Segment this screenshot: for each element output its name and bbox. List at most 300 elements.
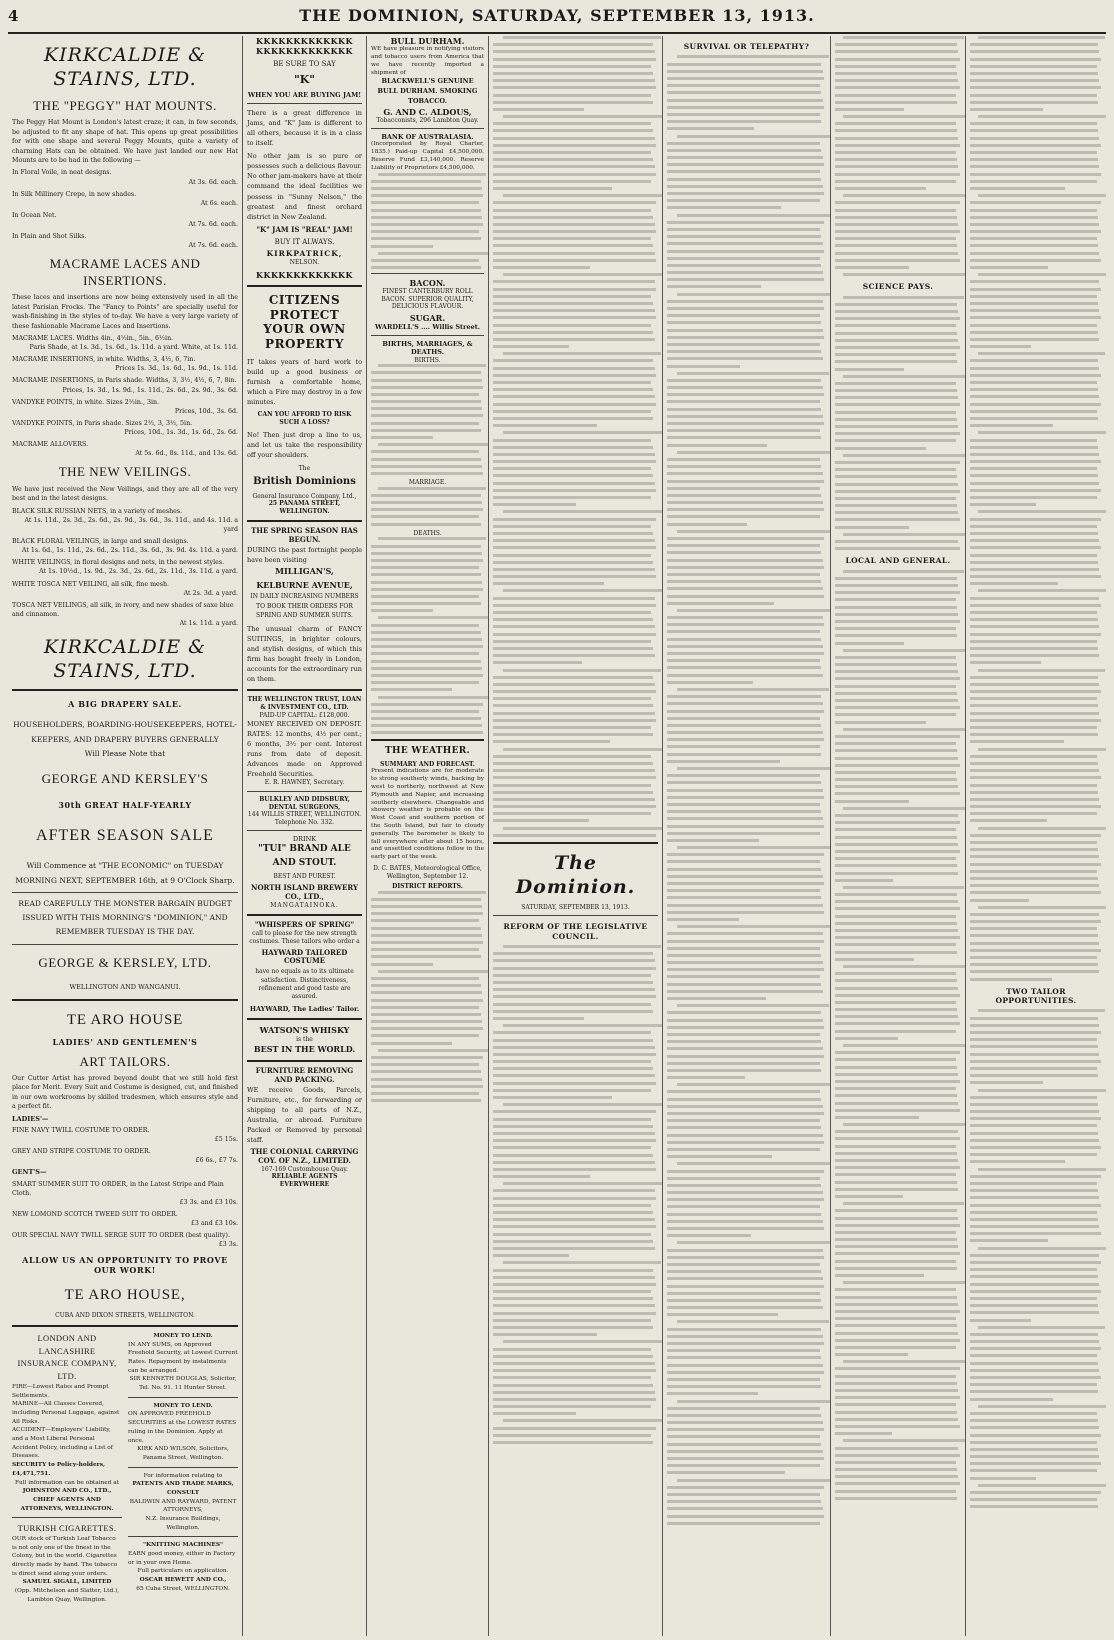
text-line [493, 762, 653, 765]
text-line [835, 72, 957, 75]
text-line [667, 1141, 824, 1144]
text-line [970, 899, 1029, 902]
survival-title: SURVIVAL OR TELEPATHY? [683, 42, 810, 51]
text-line [677, 135, 831, 138]
text-line [835, 230, 960, 233]
article-text [835, 296, 961, 551]
text-line [667, 825, 824, 828]
text-line [493, 1391, 655, 1394]
text-line [970, 1362, 1098, 1365]
text-line [970, 58, 1101, 61]
text-line [835, 266, 909, 269]
veiling-item-label: BLACK FLORAL VEILINGS, in large and small designs. [12, 538, 189, 546]
text-line [970, 1175, 1101, 1178]
knitting-address: 65 Cuba Street, WELLINGTON. [136, 1585, 230, 1592]
text-line [835, 43, 957, 46]
text-line [970, 474, 1098, 477]
text-line [493, 108, 584, 111]
text-line [493, 187, 612, 190]
text-line [835, 1403, 956, 1406]
text-line [835, 504, 957, 507]
macrame-item-price: Paris Shade, at 1s. 3d., 1s. 6d., 1s. 11d. a yard. White, at 1s. 11d. [29, 344, 238, 352]
text-line [667, 1198, 824, 1201]
text-line [371, 681, 479, 684]
text-line [835, 108, 904, 111]
text-line [667, 1112, 824, 1115]
text-line [970, 489, 1101, 492]
knitting-firm: OSCAR HEWETT AND CO., [139, 1577, 227, 1584]
text-line [835, 634, 957, 637]
text-line [371, 201, 479, 204]
text-line [978, 273, 1106, 276]
text-line [970, 266, 1048, 269]
kirkcaldie-brand: KIRKCALDIE & STAINS, LTD. [43, 44, 207, 90]
text-line [978, 589, 1106, 592]
text-line [667, 1105, 823, 1108]
text-line [667, 551, 821, 554]
text-line [667, 494, 821, 497]
text-line [378, 252, 489, 255]
text-line [667, 1191, 823, 1194]
text-line [371, 717, 481, 720]
text-line [970, 719, 1101, 722]
text-line [493, 216, 653, 219]
text-line [503, 1103, 663, 1106]
text-line [970, 956, 1097, 959]
peggy-item-label: In Floral Voile, in neat designs. [12, 169, 112, 177]
text-line [371, 948, 479, 951]
insurance-line: SECURITY to Policy-holders, £4,471,751. [12, 1462, 105, 1477]
text-line [970, 913, 1099, 916]
text-line [970, 453, 1099, 456]
citizens-question: CAN YOU AFFORD TO RISK SUCH A LOSS? [257, 411, 352, 426]
gents-item-label: SMART SUMMER SUIT TO ORDER, in the Latest Stripe and Plain Cloth. [12, 1180, 224, 1197]
text-line [503, 945, 661, 948]
text-line [371, 223, 483, 226]
veiling-item-label: TOSCA NET VEILINGS, all silk, in ivory, and new shades of saxe blue and cinnamon. [12, 601, 234, 618]
knitting-body: EARN good money, either in Factory or in your own Home. [128, 1551, 236, 1566]
text-line [493, 1060, 651, 1063]
text-line [970, 367, 1099, 370]
text-line [835, 173, 960, 176]
text-line [667, 386, 823, 389]
text-line [970, 1469, 1097, 1472]
text-line [677, 767, 831, 770]
text-line [493, 525, 651, 528]
gents-item [12, 1210, 238, 1228]
furniture-tag: RELIABLE AGENTS EVERYWHERE [271, 1173, 338, 1188]
text-line [970, 776, 1101, 779]
weather-reports-text [371, 891, 484, 1102]
gk-commence: Will Commence at "THE ECONOMIC" on TUESDAY MORNING NEXT, SEPTEMBER 16th, at 9 O'Clock Sharp. [15, 861, 235, 885]
text-line [970, 1117, 1101, 1120]
text-line [835, 958, 914, 961]
text-line [970, 1196, 1099, 1199]
text-line [371, 379, 482, 382]
text-line [835, 613, 958, 616]
text-line [667, 947, 820, 950]
text-line [503, 115, 663, 118]
text-line [667, 1443, 821, 1446]
text-line [667, 1421, 823, 1424]
text-line [835, 670, 958, 673]
text-line [835, 893, 957, 896]
text-line [667, 1205, 820, 1208]
k-jam-body-1: There is a great difference in Jams, and "K" Jam is different to all others, because it is in a class to itself. [247, 109, 362, 148]
text-line [835, 137, 958, 140]
text-line [503, 589, 663, 592]
money-addr-2: Panama Street, Wellington. [142, 1454, 224, 1461]
text-line [970, 1398, 1053, 1401]
notice-text [371, 173, 484, 269]
text-line [970, 1204, 1101, 1207]
text-line [667, 206, 781, 209]
text-line [371, 660, 481, 663]
text-line [970, 683, 1099, 686]
text-line [667, 745, 820, 748]
text-line [493, 1089, 651, 1092]
bulkley-tel: Telephone No. 332. [274, 818, 335, 826]
text-line [835, 987, 958, 990]
text-line [378, 443, 489, 446]
text-line [970, 439, 1097, 442]
text-line [667, 99, 823, 102]
text-line [835, 1252, 960, 1255]
text-line [835, 900, 958, 903]
text-line [371, 991, 482, 994]
text-line [970, 503, 1036, 506]
text-line [667, 228, 820, 231]
text-line [371, 1078, 482, 1081]
text-line [835, 1288, 956, 1291]
text-line [970, 891, 1101, 894]
text-line [667, 1342, 824, 1345]
text-line [667, 573, 820, 576]
gk-firm: GEORGE AND KERSLEY'S [41, 771, 209, 786]
text-line [667, 595, 824, 598]
text-line [835, 439, 956, 442]
text-line [378, 616, 489, 619]
spring-lines: IN DAILY INCREASING NUMBERS TO BOOK THEIR ORDERS FOR SPRING AND SUMMER SUITS. [250, 593, 359, 620]
text-line [843, 886, 964, 889]
text-line [970, 388, 1098, 391]
text-line [493, 1290, 651, 1293]
text-line [371, 724, 482, 727]
text-line [835, 209, 956, 212]
ladies-item-price: £5 15s. [214, 1135, 238, 1143]
text-line [970, 1268, 1097, 1271]
text-line [667, 1292, 820, 1295]
text-line [835, 1296, 957, 1299]
text-line [493, 819, 589, 822]
text-line [667, 77, 824, 80]
insurance-ad [12, 1332, 122, 1605]
text-line [667, 702, 823, 705]
text-line [667, 997, 766, 1000]
text-line [667, 544, 820, 547]
veiling-item-label: WHITE TOSCA NET VEILING, all silk, fine mesh. [12, 580, 170, 588]
text-line [493, 959, 655, 962]
text-line [378, 970, 489, 973]
wardell: WARDELL'S .... Willis Street. [375, 323, 480, 332]
text-line [493, 1175, 590, 1178]
text-line [835, 1195, 903, 1198]
weather-title: THE WEATHER. [385, 746, 470, 757]
text-line [970, 949, 1101, 952]
text-line [667, 329, 823, 332]
text-line [667, 630, 820, 633]
text-line [667, 242, 823, 245]
text-line [503, 1340, 663, 1343]
text-line [970, 546, 1101, 549]
macrame-item-price: Prices, 1s. 3d., 1s. 9d., 1s. 11d., 2s. 6d., 2s. 9d., 3s. 6d. [62, 386, 238, 394]
text-line [493, 546, 656, 549]
text-line [667, 480, 824, 483]
text-line [493, 244, 653, 247]
text-line [835, 1015, 958, 1018]
text-line [978, 36, 1105, 39]
text-line [493, 79, 655, 82]
text-line [970, 338, 1099, 341]
text-line [835, 317, 960, 320]
text-line [835, 1332, 958, 1335]
text-line [835, 346, 960, 349]
text-line [970, 244, 1098, 247]
text-line [835, 425, 958, 428]
text-line [493, 974, 651, 977]
text-line [843, 1123, 965, 1126]
george-kersley-ad [12, 697, 238, 993]
text-line [493, 604, 656, 607]
text-line [493, 1254, 569, 1257]
text-line [493, 288, 656, 291]
insurance-line: FIRE—Lowest Rates and Prompt Settlements. [12, 1383, 109, 1399]
text-line [835, 411, 956, 414]
hayward-whispers: "WHISPERS OF SPRING" [254, 920, 355, 930]
text-line [970, 316, 1101, 319]
text-line [978, 194, 1106, 197]
text-line [835, 872, 958, 875]
text-line [667, 178, 821, 181]
peggy-body: The Peggy Hat Mount is London's latest craze; it can, in few seconds, be adjusted to fit any shape of hat. This opens up great possibilities for with one shape and several Peggy Mounts, quite a variety of charming Hats can be obtained. We have just landed our new Hat Mounts are to be had in the following — [12, 119, 238, 164]
text-line [978, 1247, 1106, 1250]
text-line [667, 350, 821, 353]
text-line [835, 1245, 958, 1248]
text-line [843, 533, 965, 536]
text-line [970, 496, 1097, 499]
text-line [970, 1038, 1097, 1041]
article-text [970, 1009, 1102, 1508]
text-line [835, 922, 957, 925]
text-line [371, 905, 482, 908]
science-title: SCIENCE PAYS. [862, 282, 934, 292]
text-line [503, 273, 663, 276]
spring-firm: MILLIGAN'S, [275, 566, 334, 577]
text-line [371, 674, 483, 677]
gents-label: GENT'S— [12, 1168, 47, 1177]
macrame-item-label: MACRAME LACES. Widths 4in., 4½in., 5in., 6½in. [12, 334, 174, 342]
insurance-line: ACCIDENT—Employers' Liability, and a Most Liberal Personal Accident Policy, including a List of Diseases. [12, 1427, 113, 1460]
bull-body: WE have pleasure in notifying visitors and tobacco users from America that we have recently imported a shipment of [371, 46, 484, 76]
peggy-item-label: In Ocean Net. [12, 211, 57, 219]
text-line [835, 857, 956, 860]
text-line [667, 810, 821, 813]
te-aro-allow: ALLOW US AN OPPORTUNITY TO PROVE OUR WORK! [22, 1255, 228, 1276]
text-line [970, 173, 1101, 176]
k-row: KKKKKKKKKKKKK [256, 36, 353, 46]
text-line [970, 230, 1101, 233]
text-line [970, 1448, 1098, 1451]
patents-intro: For information relating to [143, 1472, 223, 1479]
text-line [970, 1491, 1101, 1494]
text-line [970, 561, 1098, 564]
text-line [667, 839, 759, 842]
hayward-costume: HAYWARD TAILORED COSTUME [261, 947, 348, 966]
text-line [835, 1317, 956, 1320]
text-line [667, 1011, 821, 1014]
text-line [371, 645, 483, 648]
text-line [835, 692, 957, 695]
text-line [667, 1414, 821, 1417]
text-line [503, 1419, 663, 1422]
text-line [493, 151, 651, 154]
text-line [667, 961, 823, 964]
text-line [970, 920, 1101, 923]
text-line [835, 1166, 960, 1169]
text-line [835, 713, 956, 716]
text-line [493, 58, 656, 61]
text-line [835, 526, 909, 529]
marriage-text [371, 487, 484, 526]
text-line [667, 1522, 820, 1525]
text-line [667, 422, 824, 425]
text-line [970, 539, 1099, 542]
macrame-item [12, 419, 238, 437]
text-line [667, 357, 823, 360]
text-line [667, 199, 820, 202]
text-line [843, 1281, 966, 1284]
macrame-item [12, 334, 238, 352]
text-line [493, 704, 653, 707]
text-line [843, 454, 966, 457]
text-line [667, 1428, 824, 1431]
te-aro-body: Our Cutter Artist has proved beyond doubt that we still hold first place for Merit. Every Suit and Costume is designed, cut, and finished in our own workrooms by skilled tradesmen, which ensures style and a perfect fit. [12, 1074, 238, 1111]
text-line [835, 1425, 960, 1428]
text-line [843, 1439, 965, 1442]
text-line [843, 36, 964, 39]
text-line [371, 494, 481, 497]
text-line [493, 331, 653, 334]
text-line [970, 122, 1097, 125]
text-line [493, 1369, 656, 1372]
text-line [667, 1457, 824, 1460]
text-line [667, 508, 824, 511]
text-line [667, 1119, 820, 1122]
text-line [978, 431, 1106, 434]
watsons-sub: is the [296, 1036, 313, 1044]
text-line [493, 661, 582, 664]
text-line [677, 1004, 830, 1007]
text-line [493, 539, 655, 542]
text-line [667, 1055, 824, 1058]
text-line [835, 972, 956, 975]
text-line [835, 764, 960, 767]
text-line [493, 1125, 653, 1128]
text-line [835, 1346, 956, 1349]
text-line [970, 690, 1101, 693]
veiling-item-price: At 2s. 3d. a yard. [183, 589, 238, 597]
text-line [970, 43, 1098, 46]
text-line [843, 1202, 964, 1205]
text-line [371, 386, 483, 389]
text-line [970, 791, 1098, 794]
text-line [835, 1267, 957, 1270]
text-line [835, 642, 904, 645]
text-line [970, 1412, 1097, 1415]
text-line [493, 791, 653, 794]
text-line [835, 577, 957, 580]
text-line [667, 429, 820, 432]
text-line [970, 805, 1101, 808]
veiling-item-price: At 1s. 10½d., 1s. 9d., 2s. 3d., 2s. 6d., 2s. 11d., 3s. 11d. a yard. [39, 568, 238, 576]
text-line [493, 201, 656, 204]
cigarettes-address: (Opp. Mitchelson and Slatter, Ltd.), Lambton Quay, Wellington. [14, 1588, 120, 1603]
text-line [493, 1189, 655, 1192]
text-line [835, 1152, 957, 1155]
text-line [970, 1434, 1101, 1437]
text-line [493, 532, 653, 535]
text-line [835, 1382, 957, 1385]
text-line [970, 223, 1099, 226]
text-line [835, 79, 958, 82]
text-line [835, 656, 956, 659]
births-text [371, 364, 484, 475]
text-line [667, 1040, 821, 1043]
hayward-firm: HAYWARD, The Ladies' Tailor. [249, 1004, 360, 1013]
furniture-body: WE receive Goods, Parcels, Furniture, etc., for forwarding or shipping to all parts of N.Z., Australia, or abroad. Furniture Packed or Removed by personal staff. [247, 1085, 362, 1144]
text-line [371, 515, 479, 518]
text-line [970, 755, 1097, 758]
insurance-title: LONDON AND LANCASHIRE INSURANCE COMPANY, LTD. [17, 1332, 117, 1382]
text-line [835, 490, 960, 493]
text-line [667, 731, 823, 734]
marriage-sub: MARRIAGE. [408, 479, 447, 487]
text-line [493, 633, 656, 636]
text-line [835, 1482, 960, 1485]
text-line [843, 1360, 966, 1363]
text-line [493, 719, 656, 722]
text-line [677, 55, 830, 58]
text-line [667, 1349, 820, 1352]
text-line [493, 995, 656, 998]
bacon-title: BACON. [409, 278, 446, 289]
gents-item-label: NEW LOMOND SCOTCH TWEED SUIT TO ORDER. [12, 1210, 178, 1218]
text-line [835, 1497, 957, 1500]
peggy-item [12, 168, 238, 186]
text-line [835, 1209, 957, 1212]
text-line [371, 1013, 481, 1016]
text-line [667, 91, 821, 94]
text-line [493, 259, 656, 262]
text-line [970, 345, 1031, 348]
bull-brand: BLACKWELL'S GENUINE BULL DURHAM. SMOKING TOBACCO. [377, 77, 478, 105]
text-line [493, 1218, 655, 1221]
text-line [667, 1500, 821, 1503]
trustee-capital: PAID-UP CAPITAL: £128,000. [259, 711, 350, 719]
text-line [493, 1168, 656, 1171]
text-line [677, 214, 831, 217]
text-line [970, 1376, 1101, 1379]
